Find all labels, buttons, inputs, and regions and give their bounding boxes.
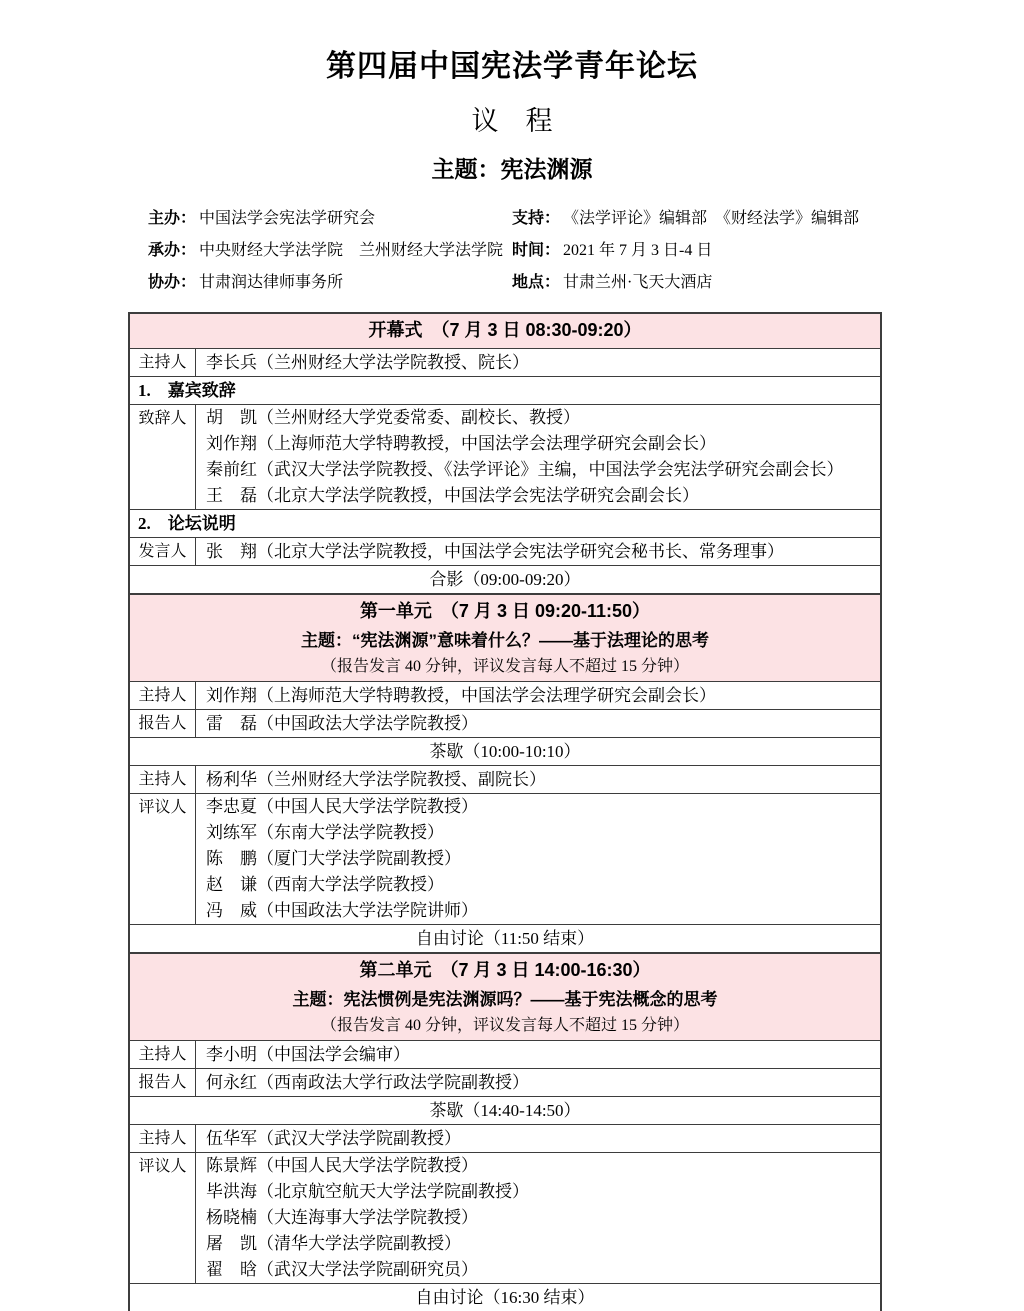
unit1-break-row: 茶歇（10:00-10:10） — [130, 737, 880, 765]
section-title: 开幕式 （7 月 3 日 08:30-09:20） — [368, 320, 642, 340]
agenda-table — [128, 312, 882, 1311]
info-value: 甘肃润达律师事务所 — [199, 274, 344, 291]
person-entry: 何永红（西南政法大学行政法学院副教授） — [206, 1073, 529, 1092]
person-entry: 雷 磊（中国政法大学法学院教授） — [206, 714, 478, 733]
person-entry: 冯 威（中国政法大学法学院讲师） — [206, 901, 478, 920]
person-entry: 李长兵（兰州财经大学法学院教授、院长） — [206, 353, 529, 372]
info-label: 时间： — [512, 242, 561, 259]
person-entry: 杨晓楠（大连海事大学法学院教授） — [206, 1208, 478, 1227]
opening-item1-row: 1. 嘉宾致辞 — [130, 376, 880, 404]
section-topic: 主题：“宪法渊源”意味着什么？——基于法理论的思考 — [301, 631, 709, 650]
info-row-organizer — [148, 203, 512, 235]
organizer-info-left — [148, 203, 512, 299]
person-entry: 屠 凯（清华大学法学院副教授） — [206, 1234, 461, 1253]
section-note: （报告发言 40 分钟，评议发言每人不超过 15 分钟） — [320, 658, 689, 675]
section-topic: 主题：宪法惯例是宪法渊源吗？——基于宪法概念的思考 — [292, 990, 718, 1009]
unit2-section-header-row — [130, 952, 880, 1040]
section-title: 第二单元 （7 月 3 日 14:00-16:30） — [359, 960, 651, 980]
role-label: 主持人 — [130, 1125, 196, 1152]
role-label: 主持人 — [130, 1041, 196, 1068]
info-row-time — [512, 235, 859, 267]
person-entry: 杨利华（兰州财经大学法学院教授、副院长） — [206, 770, 546, 789]
role-content — [196, 1125, 880, 1152]
person-entry: 翟 晗（武汉大学法学院副研究员） — [206, 1260, 478, 1279]
role-content — [196, 682, 880, 709]
info-value: 中央财经大学法学院 兰州财经大学法学院 — [199, 242, 504, 259]
opening-greeters-row — [130, 404, 880, 509]
unit2-host2-row — [130, 1124, 880, 1152]
info-label: 协办： — [148, 274, 197, 291]
unit1-reporter-row — [130, 709, 880, 737]
role-content — [196, 349, 880, 376]
info-label: 承办： — [148, 242, 197, 259]
info-value: 《法学评论》编辑部 《财经法学》编辑部 — [563, 210, 860, 227]
document-theme: 主题：宪法渊源 — [431, 157, 593, 182]
role-content — [196, 405, 880, 509]
info-value: 2021 年 7 月 3 日-4 日 — [563, 242, 713, 259]
role-content — [196, 1069, 880, 1096]
opening-section-header-row — [130, 314, 880, 348]
role-label: 发言人 — [130, 538, 196, 565]
unit1-discussion-row: 自由讨论（11:50 结束） — [130, 924, 880, 952]
role-content — [196, 794, 880, 924]
person-entry: 刘练军（东南大学法学院教授） — [206, 823, 444, 842]
organizer-info-block — [148, 203, 1024, 299]
role-content — [196, 710, 880, 737]
info-label: 地点： — [512, 274, 561, 291]
opening-speaker-row — [130, 537, 880, 565]
role-label: 评议人 — [130, 794, 196, 924]
role-label: 报告人 — [130, 1069, 196, 1096]
person-entry: 张 翔（北京大学法学院教授，中国法学会宪法学研究会秘书长、常务理事） — [206, 542, 784, 561]
info-row-coorganizer — [148, 267, 512, 299]
role-content — [196, 766, 880, 793]
person-entry: 刘作翔（上海师范大学特聘教授，中国法学会法理学研究会副会长） — [206, 434, 716, 453]
role-label: 主持人 — [130, 682, 196, 709]
unit1-reviewers-row — [130, 793, 880, 924]
person-entry: 陈 鹏（厦门大学法学院副教授） — [206, 849, 461, 868]
info-row-undertaker — [148, 235, 512, 267]
section-title: 第一单元 （7 月 3 日 09:20-11:50） — [359, 601, 651, 621]
role-content — [196, 1041, 880, 1068]
role-content — [196, 538, 880, 565]
unit2-discussion-row: 自由讨论（16:30 结束） — [130, 1283, 880, 1311]
person-entry: 毕洪海（北京航空航天大学法学院副教授） — [206, 1182, 529, 1201]
unit2-reporter-row — [130, 1068, 880, 1096]
unit1-host1-row — [130, 681, 880, 709]
person-entry: 伍华军（武汉大学法学院副教授） — [206, 1129, 461, 1148]
role-label: 致辞人 — [130, 405, 196, 509]
info-value: 甘肃兰州·飞天大酒店 — [563, 274, 713, 291]
opening-host-row — [130, 348, 880, 376]
group-photo-row: 合影（09:00-09:20） — [130, 565, 880, 593]
role-label: 主持人 — [130, 766, 196, 793]
role-label: 主持人 — [130, 349, 196, 376]
person-entry: 秦前红（武汉大学法学院教授、《法学评论》主编，中国法学会宪法学研究会副会长） — [206, 460, 844, 479]
unit1-section-header-row — [130, 593, 880, 681]
document-title: 第四届中国宪法学青年论坛 — [326, 50, 698, 83]
info-row-support — [512, 203, 859, 235]
person-entry: 刘作翔（上海师范大学特聘教授，中国法学会法理学研究会副会长） — [206, 686, 716, 705]
person-entry: 胡 凯（兰州财经大学党委常委、副校长、教授） — [206, 408, 580, 427]
info-row-venue — [512, 267, 859, 299]
info-value: 中国法学会宪法学研究会 — [199, 210, 376, 227]
role-content — [196, 1153, 880, 1283]
unit1-host2-row — [130, 765, 880, 793]
unit2-reviewers-row — [130, 1152, 880, 1283]
info-label: 主办： — [148, 210, 197, 227]
person-entry: 赵 谦（西南大学法学院教授） — [206, 875, 444, 894]
document-subtitle: 议 程 — [471, 106, 553, 136]
person-entry: 李小明（中国法学会编审） — [206, 1045, 410, 1064]
role-label: 评议人 — [130, 1153, 196, 1283]
person-entry: 李忠夏（中国人民大学法学院教授） — [206, 797, 478, 816]
section-note: （报告发言 40 分钟，评议发言每人不超过 15 分钟） — [320, 1017, 689, 1034]
info-label: 支持： — [512, 210, 561, 227]
unit2-break-row: 茶歇（14:40-14:50） — [130, 1096, 880, 1124]
person-entry: 陈景辉（中国人民大学法学院教授） — [206, 1156, 478, 1175]
person-entry: 王 磊（北京大学法学院教授，中国法学会宪法学研究会副会长） — [206, 486, 699, 505]
unit2-host1-row — [130, 1040, 880, 1068]
organizer-info-right — [512, 203, 859, 299]
opening-item2-row: 2. 论坛说明 — [130, 509, 880, 537]
role-label: 报告人 — [130, 710, 196, 737]
